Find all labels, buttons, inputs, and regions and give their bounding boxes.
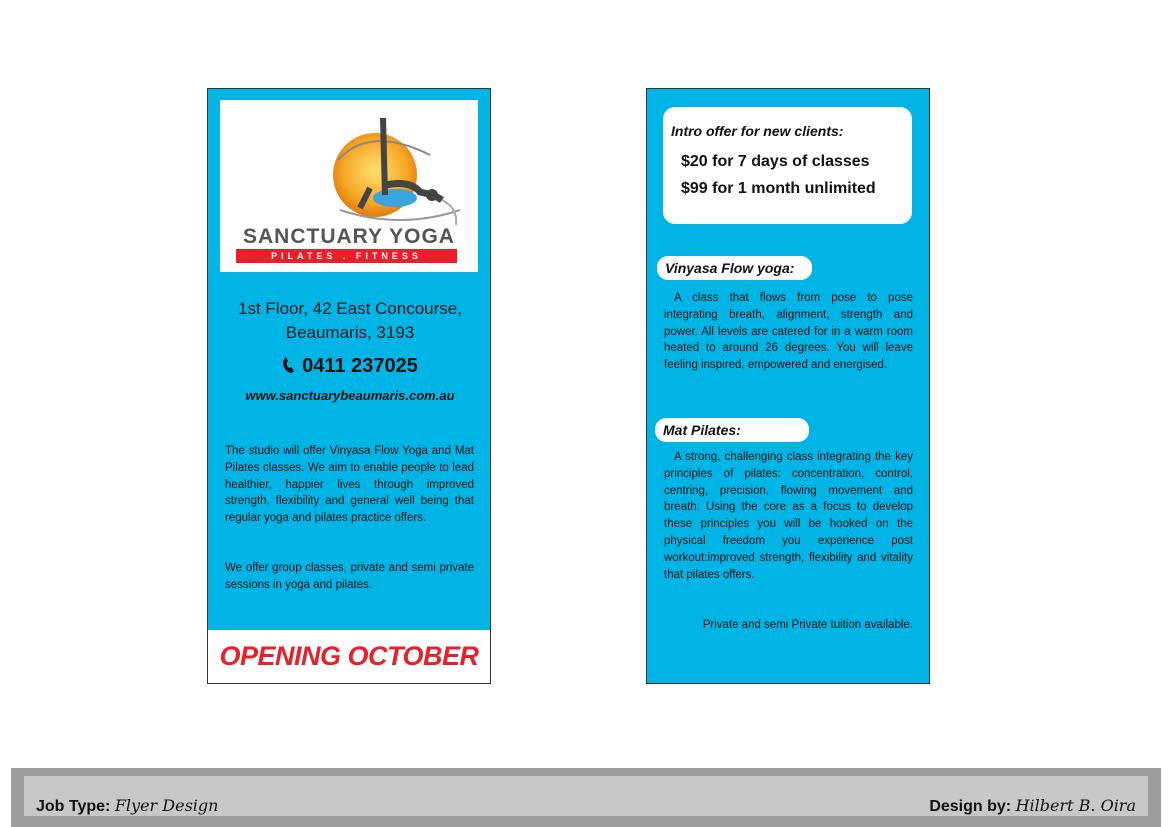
pilates-description: A strong, challenging class integrating the key principles of pilates: concentration, control, centring, precision, flowing movement and breath. Using the core as a focus to develop these principles you will be hooked on the physical freedom you experience post workout:improved strength, flexibility and vitality that pilates offers. [664,451,913,581]
job-type [36,796,218,816]
phone-text: 0411 237025 [302,355,418,377]
footer-inner [24,776,1148,816]
vinyasa-description: A class that flows from pose to pose integrating breath, alignment, strength and power. All levels are catered for in a warm room heated to around 26 degrees. You will leave feeling inspired, empowered and energised. [664,292,913,372]
website-link[interactable]: www.sanctuarybeaumaris.com.au [245,388,455,403]
sessions-paragraph: We offer group classes, private and semi private sessions in yoga and pilates. [225,562,474,591]
opening-banner: OPENING OCTOBER [208,630,490,683]
flyer-front-panel [207,88,491,684]
intro-offer-box [663,107,912,224]
tuition-note: Private and semi Private tuition available. [702,619,913,631]
phone-icon [282,356,296,374]
address [208,297,492,345]
phone-number[interactable] [208,355,492,378]
offer-line-1: $20 for 7 days of classes [681,153,870,170]
intro-paragraph: The studio will offer Vinyasa Flow Yoga and Mat Pilates classes. We aim to enable people to lead healthier, happier lives through improved strength, flexibility and general well being that regular yoga and pilates practice offers. [225,445,474,525]
vinyasa-heading: Vinyasa Flow yoga: [657,256,812,280]
job-type-value: Flyer Design [114,796,219,815]
footer-bar [11,768,1161,827]
job-type-label: Job Type: [36,798,111,815]
brand-name: SANCTUARY YOGA [243,225,455,248]
design-by [929,796,1136,816]
brand-tagline: PILATES . FITNESS [236,249,457,263]
address-line1: 1st Floor, 42 East Concourse, [238,299,462,318]
offer-line-2: $99 for 1 month unlimited [681,180,876,197]
design-by-value: Hilbert B. Oira [1015,796,1136,815]
offer-title: Intro offer for new clients: [671,123,844,139]
design-by-label: Design by: [929,798,1012,815]
pilates-heading: Mat Pilates: [655,418,809,442]
logo [220,100,478,272]
flyer-back-panel [646,88,930,684]
address-line2: Beaumaris, 3193 [285,323,415,342]
